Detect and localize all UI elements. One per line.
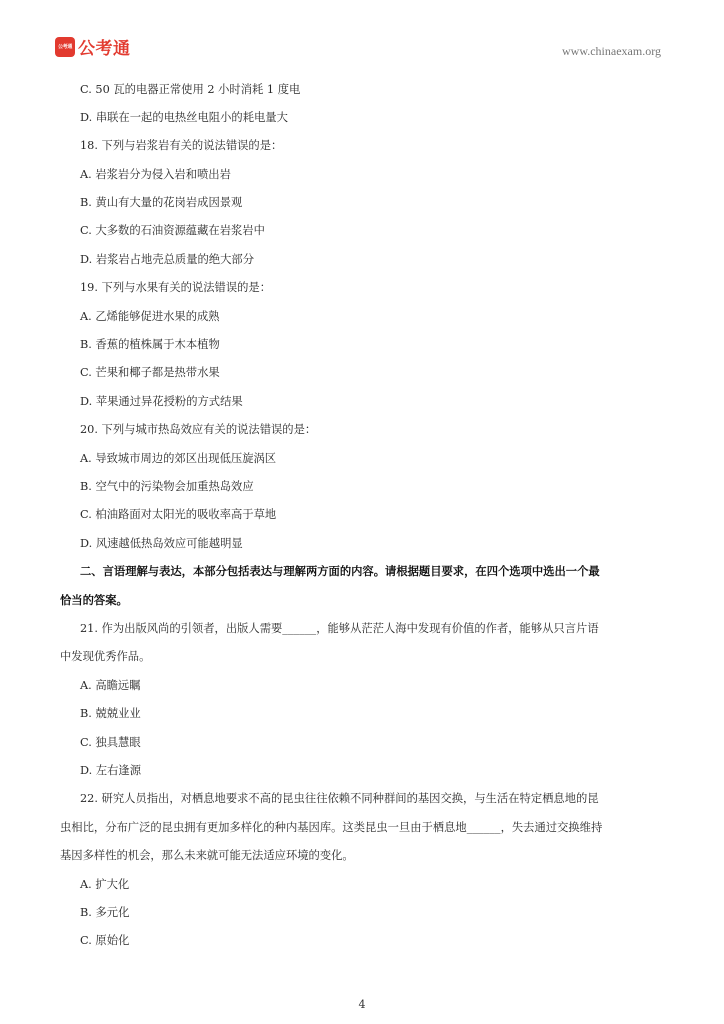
logo-badge-icon: 公考通	[55, 37, 75, 57]
option-20a: A. 导致城市周边的郊区出现低压旋涡区	[80, 452, 277, 465]
option-19c: C. 芒果和椰子都是热带水果	[80, 366, 220, 379]
question-22: 22. 研究人员指出，对栖息地要求不高的昆虫往往依赖不同种群间的基因交换，与生活在特定栖息地的昆	[80, 792, 599, 805]
question-21: 21. 作为出版风尚的引领者，出版人需要______，能够从茫茫人海中发现有价值的作者，能够从只言片语	[80, 622, 599, 635]
question-18: 18. 下列与岩浆岩有关的说法错误的是：	[80, 139, 283, 152]
option-21d: D. 左右逢源	[80, 764, 142, 777]
question-22-cont1: 虫相比，分布广泛的昆虫拥有更加多样化的种内基因库。这类昆虫一旦由于栖息地______，失去通过交换维持	[60, 821, 603, 834]
question-20: 20. 下列与城市热岛效应有关的说法错误的是：	[80, 423, 317, 436]
option-17d: D. 串联在一起的电热丝电阻小的耗电量大	[80, 111, 288, 124]
option-17c: C. 50 瓦的电器正常使用 2 小时消耗 1 度电	[80, 83, 301, 96]
option-18a: A. 岩浆岩分为侵入岩和喷出岩	[80, 168, 231, 181]
option-19d: D. 苹果通过异花授粉的方式结果	[80, 395, 243, 408]
section-heading: 二、言语理解与表达，本部分包括表达与理解两方面的内容。请根据题目要求，在四个选项中选出一个最	[80, 564, 600, 578]
option-21c: C. 独具慧眼	[80, 736, 141, 749]
page-header	[0, 0, 724, 70]
option-19b: B. 香蕉的植株属于木本植物	[80, 338, 220, 351]
option-18d: D. 岩浆岩占地壳总质量的绝大部分	[80, 253, 254, 266]
logo-text: 公考通	[78, 39, 131, 59]
option-18b: B. 黄山有大量的花岗岩成因景观	[80, 196, 243, 209]
site-url: www.chinaexam.org	[562, 44, 661, 58]
option-20b: B. 空气中的污染物会加重热岛效应	[80, 480, 254, 493]
option-20d: D. 风速越低热岛效应可能越明显	[80, 537, 243, 550]
option-22a: A. 扩大化	[80, 878, 130, 891]
question-21-cont: 中发现优秀作品。	[60, 650, 151, 663]
option-19a: A. 乙烯能够促进水果的成熟	[80, 310, 220, 323]
option-21b: B. 兢兢业业	[80, 707, 141, 720]
option-22b: B. 多元化	[80, 906, 130, 919]
question-22-cont2: 基因多样性的机会，那么未来就可能无法适应环境的变化。	[60, 849, 354, 862]
question-19: 19. 下列与水果有关的说法错误的是：	[80, 281, 272, 294]
option-20c: C. 柏油路面对太阳光的吸收率高于草地	[80, 508, 277, 521]
option-22c: C. 原始化	[80, 934, 130, 947]
option-21a: A. 高瞻远瞩	[80, 679, 141, 692]
option-18c: C. 大多数的石油资源蕴藏在岩浆岩中	[80, 224, 265, 237]
brand-logo	[55, 34, 131, 59]
page-number: 4	[358, 998, 366, 1011]
section-heading-cont: 恰当的答案。	[60, 593, 128, 607]
